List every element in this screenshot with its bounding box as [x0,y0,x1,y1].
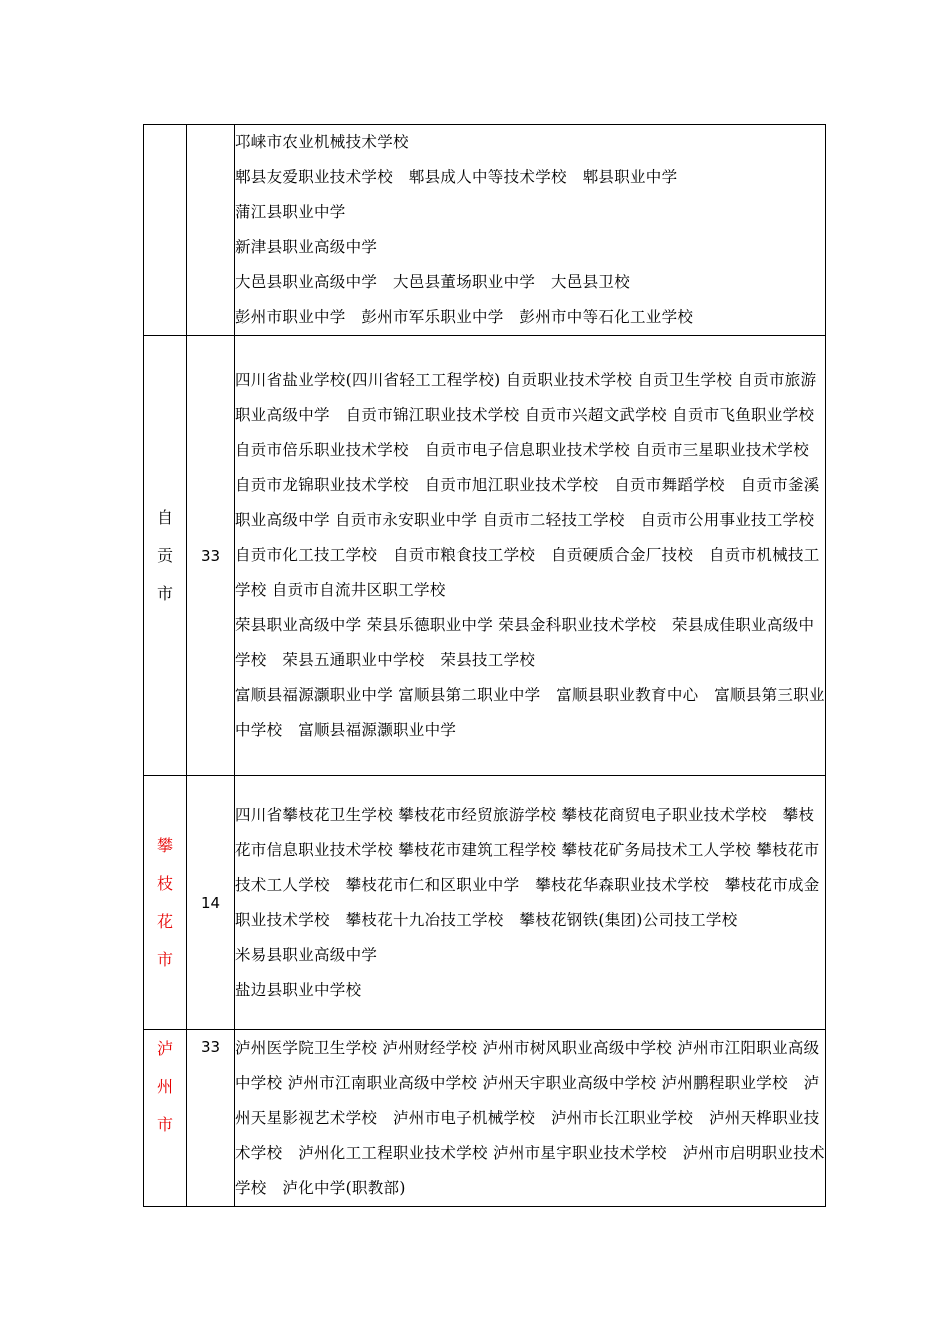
city-name-char: 州 [156,1077,173,1096]
school-paragraph: 富顺县福源灏职业中学 富顺县第二职业中学 富顺县职业教育中心 富顺县第三职业中学校 富顺县福源灏职业中学 [235,686,825,739]
school-line: 邛崃市农业机械技术学校 [235,133,409,151]
city-name-char: 攀 [156,835,173,855]
school-list-cell [235,776,826,1030]
city-cell [144,1030,187,1207]
city-name-char: 市 [156,583,173,603]
city-name-char: 泸 [156,1039,173,1058]
school-line: 蒲江县职业中学 [235,203,346,221]
count-cell [187,125,235,336]
school-paragraph: 四川省盐业学校(四川省轻工工程学校) 自贡职业技术学校 自贡卫生学校 自贡市旅游职业高级中学 自贡市锦江职业技术学校 自贡市兴超文武学校 自贡市飞鱼职业学校 自贡市倍乐职业技术学校 自贡市电子信息职业技术学校 自贡市三星职业技术学校 自贡市龙锦职业技术学校 自贡市旭江职业技术学校 自贡市舞蹈学校 自贡市釜溪职业高级中学 自贡市永安职业中学 自贡市二轻技工学校 自贡市公用事业技工学校 自贡市化工技工学校 自贡市粮食技工学校 自贡硬质合金厂技校 自贡市机械技工学校 自贡市自流井区职工学校 [235,371,831,599]
table-row [144,336,826,776]
school-list-cell [235,125,826,336]
city-name-char: 市 [156,949,173,969]
city-name-char: 贡 [156,545,173,565]
city-name-char: 市 [156,1115,173,1134]
school-paragraph: 泸州医学院卫生学校 泸州财经学校 泸州市树风职业高级中学校 泸州市江阳职业高级中学校 泸州市江南职业高级中学校 泸州天宇职业高级中学校 泸州鹏程职业学校 泸州天星影视艺术学校 泸州市电子机械学校 泸州市长江职业学校 泸州天桦职业技术学校 泸州化工工程职业技术学校 泸州市星宇职业技术学校 泸州市启明职业技术学校 泸化中学(职教部) [235,1038,825,1197]
city-name-char: 枝 [156,873,173,893]
city-cell [144,776,187,1030]
city-name-char: 自 [156,507,173,527]
school-line: 彭州市职业中学 彭州市军乐职业中学 彭州市中等石化工业学校 [235,308,694,326]
school-table [143,124,831,1207]
school-line: 新津县职业高级中学 [235,238,378,256]
table-row [144,1030,826,1207]
count-cell: 33 [187,1030,235,1207]
school-paragraph: 四川省攀枝花卫生学校 攀枝花市经贸旅游学校 攀枝花商贸电子职业技术学校 攀枝花市信息职业技术学校 攀枝花市建筑工程学校 攀枝花矿务局技术工人学校 攀枝花市技术工人学校 攀枝花市仁和区职业中学 攀枝花华森职业技术学校 攀枝花市成金职业技术学校 攀枝花十九冶技工学校 攀枝花钢铁(集团)公司技工学校 [235,805,820,929]
school-paragraph: 盐边县职业中学校 [235,980,362,999]
table-row [144,125,826,336]
school-paragraph: 荣县职业高级中学 荣县乐德职业中学 荣县金科职业技术学校 荣县成佳职业高级中学校 荣县五通职业中学校 荣县技工学校 [235,616,815,669]
school-paragraph: 米易县职业高级中学 [235,945,378,964]
school-list-cell [235,1030,826,1207]
table-row [144,776,826,1030]
city-name-char: 花 [156,911,173,931]
count-cell: 33 [187,336,235,776]
city-cell [144,125,187,336]
count-cell: 14 [187,776,235,1030]
school-line: 大邑县职业高级中学 大邑县董场职业中学 大邑县卫校 [235,273,631,291]
school-list-cell [235,336,831,776]
school-line: 郫县友爱职业技术学校 郫县成人中等技术学校 郫县职业中学 [235,168,678,186]
city-cell [144,336,187,776]
